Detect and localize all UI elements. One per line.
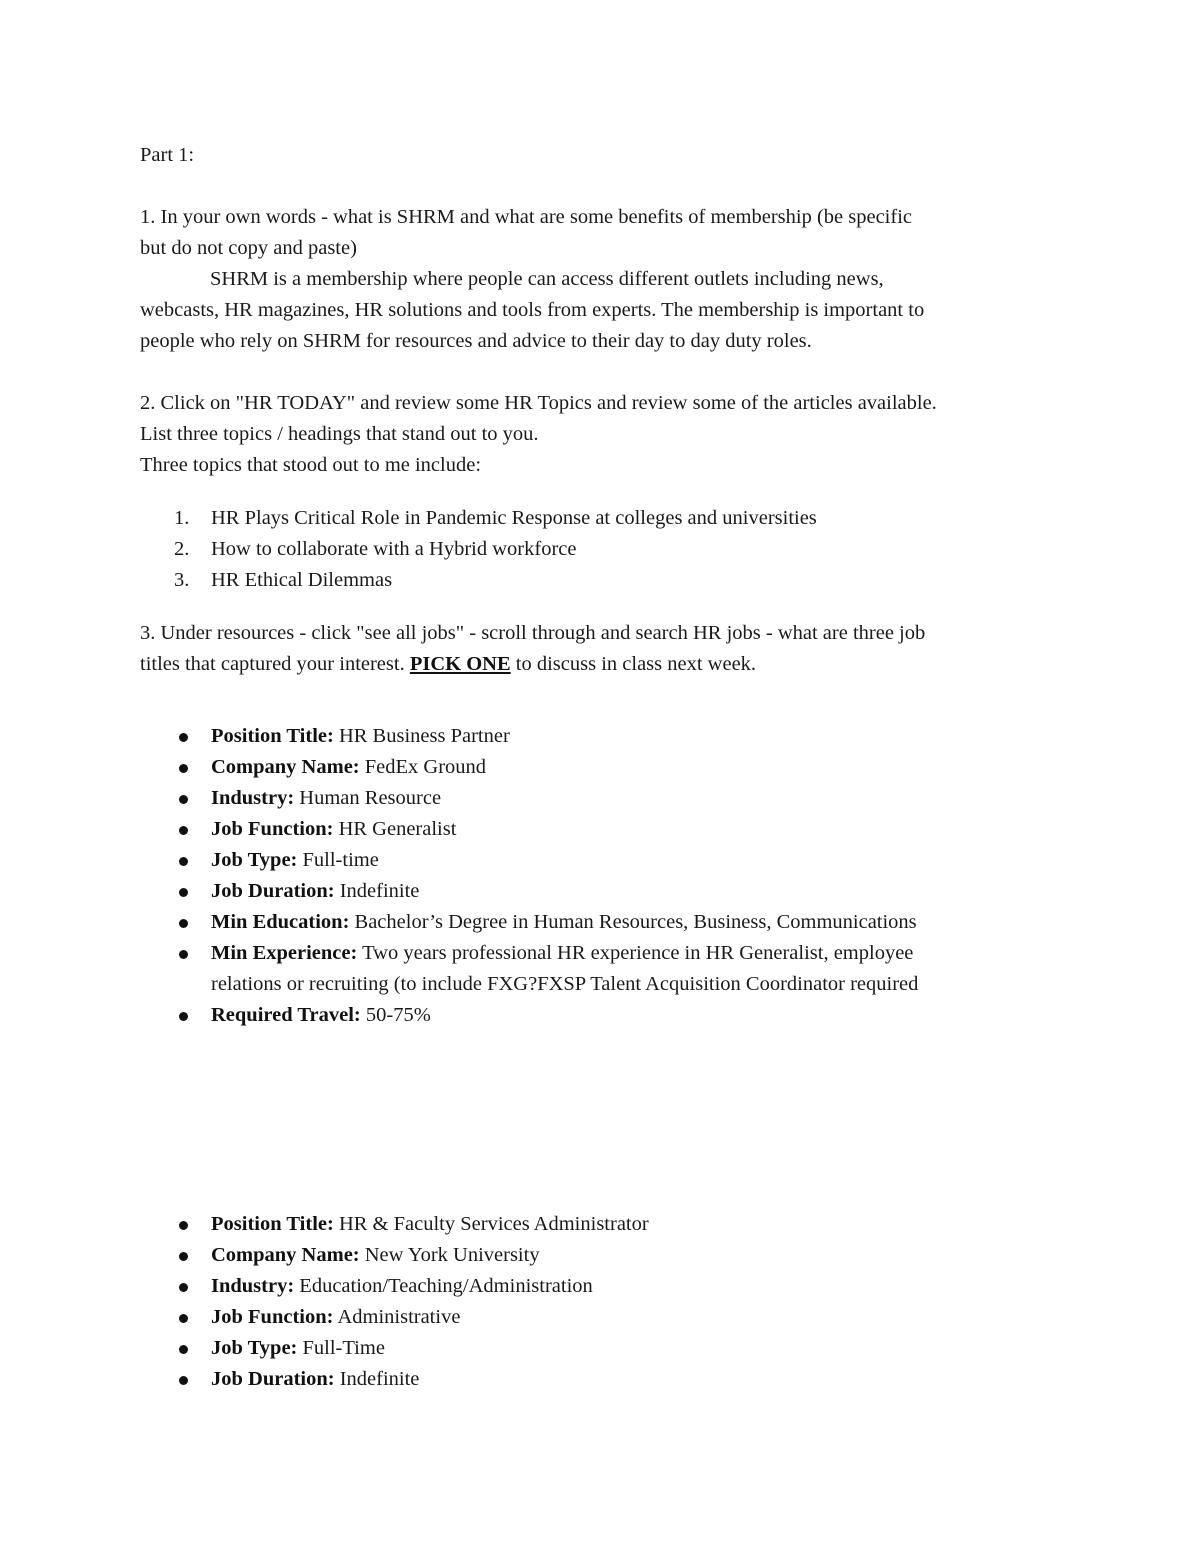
list-number: 3. bbox=[174, 569, 190, 591]
list-item bbox=[140, 1364, 1070, 1395]
field-value: Human Resource bbox=[294, 787, 442, 809]
field-label: Job Function: bbox=[211, 818, 334, 840]
spacer bbox=[140, 481, 1070, 503]
field-label: Job Function: bbox=[211, 1306, 334, 1328]
field-label: Company Name: bbox=[211, 756, 360, 778]
field-value: HR Business Partner bbox=[333, 725, 510, 747]
job-2-list bbox=[140, 1209, 1070, 1395]
spacer bbox=[140, 357, 1070, 388]
field-value: 50-75% bbox=[360, 1004, 431, 1026]
document-page bbox=[140, 140, 1070, 1395]
field-label: Company Name: bbox=[211, 1244, 360, 1266]
field-value: Education/Teaching/Administration bbox=[294, 1275, 593, 1297]
field-label: Industry: bbox=[211, 787, 295, 809]
topics-list bbox=[140, 503, 1070, 596]
bullet-icon bbox=[179, 826, 188, 835]
field-label: Job Duration: bbox=[211, 1368, 335, 1390]
topic-text: HR Ethical Dilemmas bbox=[211, 569, 393, 591]
field-label: Job Duration: bbox=[211, 880, 335, 902]
pick-one-emphasis: PICK ONE bbox=[409, 653, 511, 675]
bullet-icon bbox=[179, 795, 188, 804]
field-value: New York University bbox=[359, 1244, 540, 1266]
field-value: Administrative bbox=[333, 1306, 461, 1328]
field-label: Position Title: bbox=[211, 725, 334, 747]
list-item bbox=[140, 1271, 1070, 1302]
field-value: Bachelor’s Degree in Human Resources, Business, Communications bbox=[349, 911, 917, 933]
bullet-icon bbox=[179, 1314, 188, 1323]
list-item bbox=[140, 1209, 1070, 1240]
list-item bbox=[140, 534, 1070, 565]
bullet-icon bbox=[179, 1345, 188, 1354]
bullet-icon bbox=[179, 1283, 188, 1292]
q3-line-2 bbox=[140, 649, 1070, 680]
field-label: Position Title: bbox=[211, 1213, 334, 1235]
list-item bbox=[140, 565, 1070, 596]
list-item bbox=[140, 1000, 1070, 1031]
topic-text: How to collaborate with a Hybrid workforce bbox=[211, 538, 577, 560]
field-value: Full-Time bbox=[297, 1337, 385, 1359]
bullet-icon bbox=[179, 1252, 188, 1261]
list-number: 2. bbox=[174, 538, 190, 560]
q3-line-1: 3. Under resources - click "see all jobs" - scroll through and search HR jobs - what are three job bbox=[140, 622, 926, 644]
q2-line-2: List three topics / headings that stand out to you. bbox=[140, 423, 539, 445]
list-item bbox=[140, 907, 1070, 938]
field-label: Industry: bbox=[211, 1275, 295, 1297]
field-label: Min Experience: bbox=[211, 942, 358, 964]
field-value: Indefinite bbox=[334, 880, 420, 902]
q1-line-2: but do not copy and paste) bbox=[140, 237, 357, 259]
q2-line-1: 2. Click on "HR TODAY" and review some HR Topics and review some of the articles available. bbox=[140, 392, 937, 414]
field-value: Two years professional HR experience in HR Generalist, employee bbox=[357, 942, 914, 964]
q1-answer-line-1: SHRM is a membership where people can access different outlets including news, bbox=[210, 268, 884, 290]
topic-text: HR Plays Critical Role in Pandemic Response at colleges and universities bbox=[211, 507, 817, 529]
bullet-icon bbox=[179, 950, 188, 959]
bullet-icon bbox=[179, 1376, 188, 1385]
field-value: Full-time bbox=[297, 849, 379, 871]
bullet-icon bbox=[179, 764, 188, 773]
list-item bbox=[140, 1240, 1070, 1271]
field-label: Required Travel: bbox=[211, 1004, 361, 1026]
spacer bbox=[140, 680, 1070, 721]
bullet-icon bbox=[179, 733, 188, 742]
list-item bbox=[140, 845, 1070, 876]
list-item bbox=[140, 752, 1070, 783]
list-item bbox=[140, 1333, 1070, 1364]
field-label: Min Education: bbox=[211, 911, 350, 933]
spacer bbox=[140, 1031, 1070, 1209]
part-heading: Part 1: bbox=[140, 144, 195, 166]
list-item bbox=[140, 876, 1070, 907]
q3-line-2-post: to discuss in class next week. bbox=[510, 653, 757, 675]
job-1-list bbox=[140, 721, 1070, 1031]
q1-answer-line-2: webcasts, HR magazines, HR solutions and tools from experts. The membership is important to bbox=[140, 299, 925, 321]
field-label: Job Type: bbox=[211, 1337, 298, 1359]
q2-intro: Three topics that stood out to me include: bbox=[140, 454, 482, 476]
field-value: FedEx Ground bbox=[359, 756, 487, 778]
field-value-continued: relations or recruiting (to include FXG?FXSP Talent Acquisition Coordinator required bbox=[211, 973, 919, 995]
list-item bbox=[140, 1302, 1070, 1333]
list-number: 1. bbox=[174, 507, 190, 529]
q1-answer-line-3: people who rely on SHRM for resources and advice to their day to day duty roles. bbox=[140, 330, 812, 352]
bullet-icon bbox=[179, 1012, 188, 1021]
field-label: Job Type: bbox=[211, 849, 298, 871]
bullet-icon bbox=[179, 857, 188, 866]
field-value: Indefinite bbox=[334, 1368, 420, 1390]
bullet-icon bbox=[179, 919, 188, 928]
list-item bbox=[140, 783, 1070, 814]
spacer bbox=[140, 171, 1070, 202]
bullet-icon bbox=[179, 888, 188, 897]
list-item bbox=[140, 938, 1070, 1000]
list-item bbox=[140, 814, 1070, 845]
spacer bbox=[140, 596, 1070, 618]
q3-line-2-pre: titles that captured your interest. bbox=[140, 653, 410, 675]
q1-line-1: 1. In your own words - what is SHRM and what are some benefits of membership (be specific bbox=[140, 206, 912, 228]
list-item bbox=[140, 503, 1070, 534]
list-item bbox=[140, 721, 1070, 752]
field-value: HR Generalist bbox=[333, 818, 457, 840]
field-value: HR & Faculty Services Administrator bbox=[333, 1213, 649, 1235]
bullet-icon bbox=[179, 1221, 188, 1230]
